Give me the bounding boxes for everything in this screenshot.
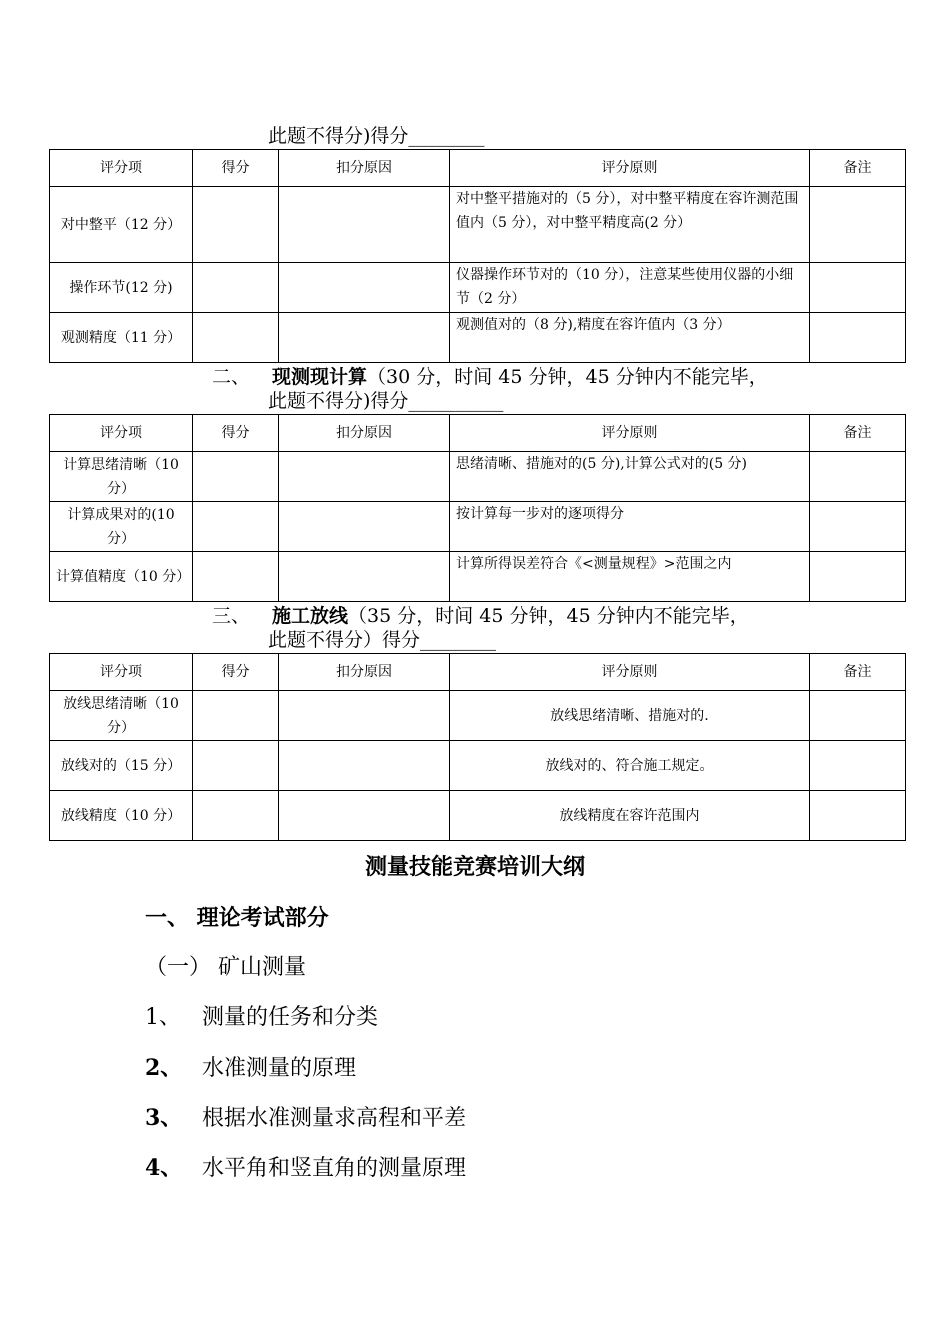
note-cell[interactable] [810, 741, 906, 791]
row-rule: 思绪清晰、措施对的(5 分),计算公式对的(5 分) [450, 452, 810, 502]
note-cell[interactable] [810, 552, 906, 602]
outline-item-number: 2、 [145, 1055, 183, 1081]
row-rule: 放线思绪清晰、措施对的. [450, 691, 810, 741]
score-table-1 [49, 149, 906, 363]
row-rule: 放线精度在容许范围内 [450, 791, 810, 841]
note-cell[interactable] [810, 263, 906, 313]
table-row [50, 452, 906, 502]
note-cell[interactable] [810, 452, 906, 502]
row-rule: 仪器操作环节对的（10 分），注意某些使用仪器的小细节（2 分） [450, 263, 810, 313]
deduction-cell[interactable] [279, 791, 450, 841]
section2-title: 现测现计算 [272, 366, 368, 388]
outline-sub1: （一） 矿山测量 [145, 955, 306, 980]
deduction-cell[interactable] [279, 187, 450, 263]
header-score: 得分 [193, 415, 279, 452]
table-row [50, 741, 906, 791]
row-rule: 观测值对的（8 分),精度在容许值内（3 分） [450, 313, 810, 363]
table-header-row [50, 150, 906, 187]
section1-tail: 此题不得分)得分________ [268, 125, 485, 147]
score-cell[interactable] [193, 552, 279, 602]
outline-item [145, 1054, 356, 1083]
row-rule: 对中整平措施对的（5 分），对中整平精度在容许测范围值内（5 分），对中整平精度高(2 分） [450, 187, 810, 263]
note-cell[interactable] [810, 691, 906, 741]
header-deduction: 扣分原因 [279, 415, 450, 452]
section2-heading [212, 366, 768, 389]
row-rule: 按计算每一步对的逐项得分 [450, 502, 810, 552]
table-row [50, 502, 906, 552]
score-cell[interactable] [193, 691, 279, 741]
score-cell[interactable] [193, 502, 279, 552]
row-item: 放线思绪清晰（10 分） [50, 691, 193, 741]
section2-text: （30 分，时间 45 分钟，45 分钟内不能完毕， [367, 366, 768, 388]
header-rule: 评分原则 [450, 654, 810, 691]
score-table-2 [49, 414, 906, 602]
header-deduction: 扣分原因 [279, 654, 450, 691]
table-row [50, 691, 906, 741]
row-item: 放线精度（10 分） [50, 791, 193, 841]
row-item: 观测精度（11 分） [50, 313, 193, 363]
header-score: 得分 [193, 654, 279, 691]
row-item: 计算成果对的(10 分） [50, 502, 193, 552]
row-item: 计算值精度（10 分） [50, 552, 193, 602]
score-cell[interactable] [193, 187, 279, 263]
note-cell[interactable] [810, 791, 906, 841]
outline-item-text: 水准测量的原理 [202, 1056, 357, 1081]
header-score: 得分 [193, 150, 279, 187]
deduction-cell[interactable] [279, 741, 450, 791]
header-note: 备注 [810, 654, 906, 691]
row-item: 操作环节(12 分) [50, 263, 193, 313]
deduction-cell[interactable] [279, 263, 450, 313]
score-cell[interactable] [193, 741, 279, 791]
outline-item-text: 水平角和竖直角的测量原理 [202, 1156, 467, 1181]
row-item: 放线对的（15 分） [50, 741, 193, 791]
outline-item [145, 1154, 466, 1183]
outline-item-number: 4、 [145, 1155, 183, 1181]
section2-tail: 此题不得分)得分__________ [268, 390, 504, 412]
note-cell[interactable] [810, 313, 906, 363]
header-rule: 评分原则 [450, 150, 810, 187]
outline-item-text: 测量的任务和分类 [202, 1005, 379, 1030]
outline-item [145, 1004, 378, 1032]
note-cell[interactable] [810, 502, 906, 552]
section3-heading [212, 605, 749, 628]
table-row [50, 263, 906, 313]
table-row [50, 791, 906, 841]
outline-item-text: 根据水准测量求高程和平差 [202, 1106, 467, 1131]
row-rule: 计算所得误差符合《<测量规程》>范围之内 [450, 552, 810, 602]
row-item: 对中整平（12 分） [50, 187, 193, 263]
outline-part1: 一、 理论考试部分 [145, 905, 329, 931]
table-row [50, 313, 906, 363]
header-note: 备注 [810, 150, 906, 187]
table-row [50, 552, 906, 602]
score-cell[interactable] [193, 452, 279, 502]
table-header-row [50, 654, 906, 691]
deduction-cell[interactable] [279, 313, 450, 363]
header-item: 评分项 [50, 150, 193, 187]
section3-title: 施工放线 [272, 605, 349, 627]
outline-title: 测量技能竞赛培训大纲 [364, 854, 585, 880]
deduction-cell[interactable] [279, 502, 450, 552]
header-item: 评分项 [50, 654, 193, 691]
table-header-row [50, 415, 906, 452]
score-table-3 [49, 653, 906, 841]
header-deduction: 扣分原因 [279, 150, 450, 187]
section3-text: （35 分，时间 45 分钟，45 分钟内不能完毕， [348, 605, 749, 627]
row-item: 计算思绪清晰（10 分） [50, 452, 193, 502]
header-item: 评分项 [50, 415, 193, 452]
score-cell[interactable] [193, 791, 279, 841]
section3-number: 三、 [212, 605, 251, 627]
section2-number: 二、 [212, 366, 251, 388]
deduction-cell[interactable] [279, 552, 450, 602]
note-cell[interactable] [810, 187, 906, 263]
outline-item-number: 3、 [145, 1105, 183, 1131]
outline-item [145, 1104, 466, 1133]
header-note: 备注 [810, 415, 906, 452]
score-cell[interactable] [193, 313, 279, 363]
deduction-cell[interactable] [279, 452, 450, 502]
header-rule: 评分原则 [450, 415, 810, 452]
deduction-cell[interactable] [279, 691, 450, 741]
section3-tail: 此题不得分）得分________ [268, 629, 497, 651]
row-rule: 放线对的、符合施工规定。 [450, 741, 810, 791]
table-row [50, 187, 906, 263]
score-cell[interactable] [193, 263, 279, 313]
outline-item-number: 1、 [145, 1005, 181, 1030]
